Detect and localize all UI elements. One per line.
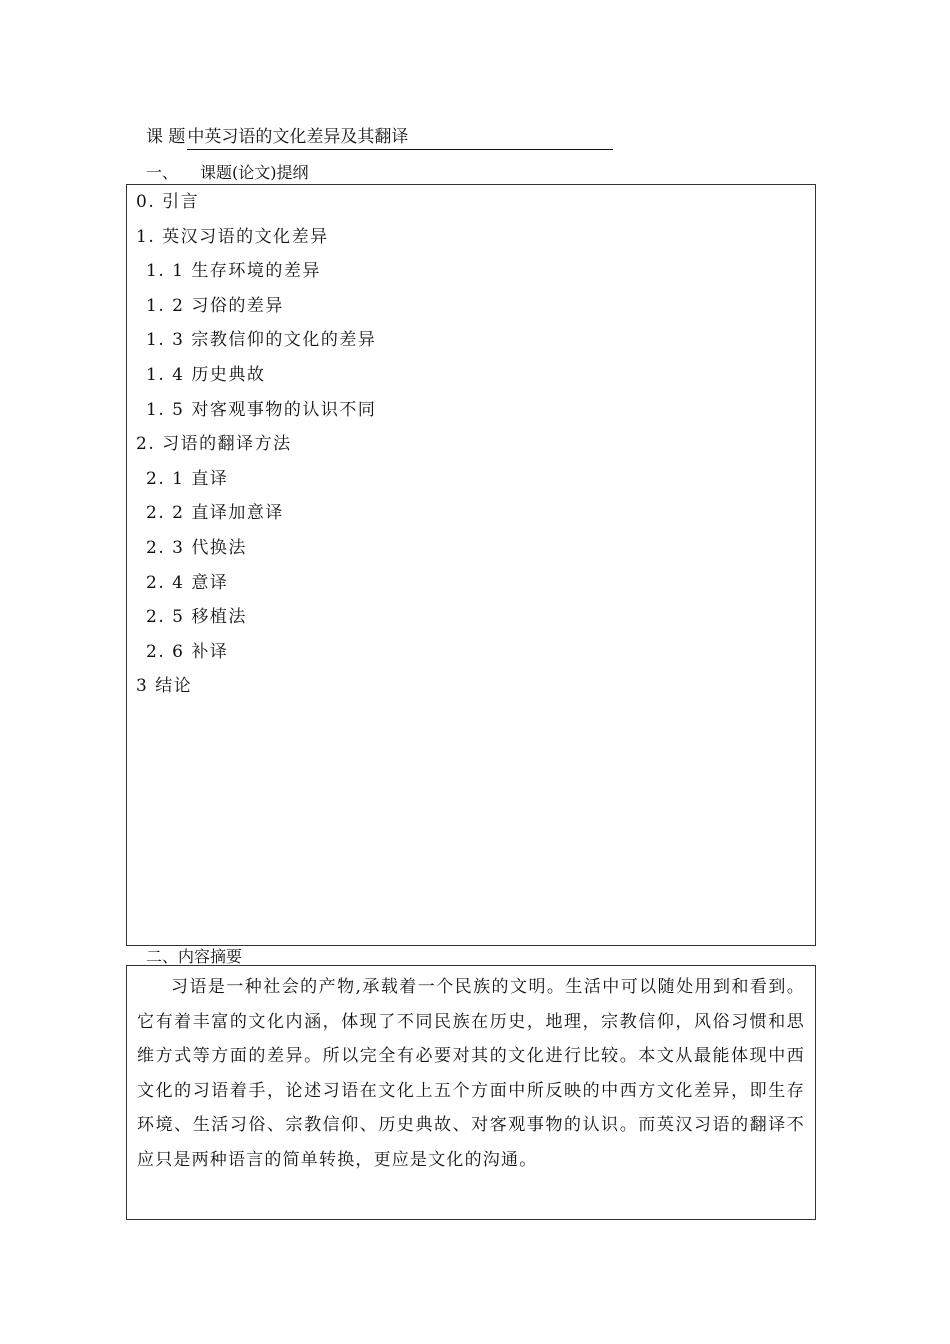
outline-item: 2. 5 移植法 [146, 607, 247, 628]
outline-item: 2. 4 意译 [146, 572, 229, 593]
outline-item: 2. 6 补译 [146, 641, 229, 662]
outline-item: 2. 2 直译加意译 [146, 503, 284, 524]
outline-section-number: 一、 [146, 163, 179, 182]
outline-item: 3 结论 [136, 676, 193, 697]
outline-item: 1. 5 对客观事物的认识不同 [146, 399, 377, 420]
topic-title: 中英习语的文化差异及其翻译 [187, 126, 613, 150]
outline-list [136, 189, 376, 708]
outline-item: 1. 4 历史典故 [146, 364, 266, 385]
outline-item: 1. 3 宗教信仰的文化的差异 [146, 330, 377, 351]
outline-item: 1. 英汉习语的文化差异 [136, 226, 329, 247]
outline-item: 2. 3 代换法 [146, 537, 247, 558]
outline-item: 1. 2 习俗的差异 [146, 295, 284, 316]
outline-box [126, 184, 816, 946]
outline-item: 0. 引言 [136, 192, 200, 212]
topic-title-line [146, 126, 613, 150]
summary-text: 习语是一种社会的产物,承载着一个民族的文明。生活中可以随处用到和看到。它有着丰富的文化内涵，体现了不同民族在历史，地理，宗教信仰，风俗习惯和思维方式等方面的差异。所以完全有必要对其的文化进行比较。本文从最能体现中西文化的习语着手，论述习语在文化上五个方面中所反映的中西方文化差异，即生存环境、生活习俗、宗教信仰、历史典故、对客观事物的认识。而英汉习语的翻译不应只是两种语言的简单转换，更应是文化的沟通。 [137, 977, 805, 1170]
outline-item: 2. 1 直译 [146, 468, 229, 489]
summary-box [126, 965, 816, 1220]
topic-label: 课 题 [146, 127, 186, 147]
outline-item: 2. 习语的翻译方法 [136, 434, 292, 455]
outline-item: 1. 1 生存环境的差异 [146, 261, 321, 282]
outline-section-heading [146, 164, 309, 182]
summary-section-heading: 二、内容摘要 [146, 947, 243, 966]
outline-section-title: 课题(论文)提纲 [200, 163, 309, 182]
